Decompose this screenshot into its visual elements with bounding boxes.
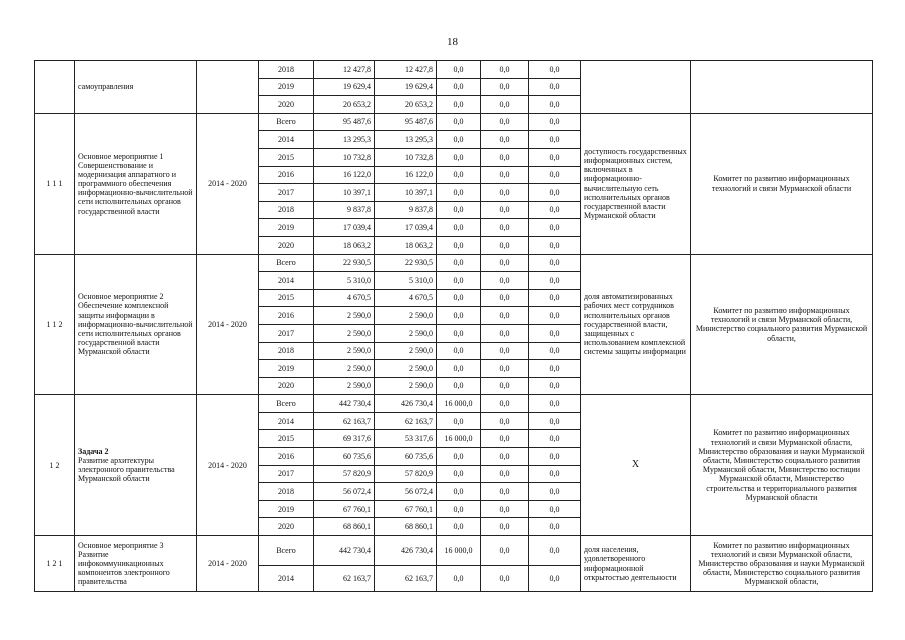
total-cell: 62 163,7 [314,566,375,592]
other-sources-cell: 0,0 [529,500,581,518]
other-sources-cell: 0,0 [529,61,581,79]
total-cell: 57 820,9 [314,465,375,483]
total-cell: 22 930,5 [314,254,375,272]
total-cell: 16 122,0 [314,166,375,184]
row-period [197,61,259,114]
federal-budget-cell: 0,0 [437,272,481,290]
total-cell: 2 590,0 [314,360,375,378]
total-cell: 20 653,2 [314,96,375,114]
local-budget-cell: 0,0 [481,566,529,592]
local-budget-cell: 0,0 [481,395,529,413]
total-cell: 2 590,0 [314,377,375,395]
total-cell: 68 860,1 [314,518,375,536]
other-sources-cell: 0,0 [529,360,581,378]
local-budget-cell: 0,0 [481,412,529,430]
row-title-text: Основное мероприятие 2 Обеспечение комплексной защиты информации в информационно-вычислительной сети исполнительных органов государственной власти Мурманской области [78,292,193,357]
regional-budget-cell: 426 730,4 [375,536,437,566]
row-indicator: доля автоматизированных рабочих мест сотрудников исполнительных органов государственной власти, защищенных с использованием комплексной системы защиты информации [581,254,691,395]
total-cell: 67 760,1 [314,500,375,518]
local-budget-cell: 0,0 [481,272,529,290]
other-sources-cell: 0,0 [529,307,581,325]
regional-budget-cell: 426 730,4 [375,395,437,413]
regional-budget-cell: 2 590,0 [375,307,437,325]
row-code: 1 1 2 [35,254,75,395]
federal-budget-cell: 0,0 [437,307,481,325]
table-row [35,113,873,131]
page-number: 18 [447,36,458,48]
regional-budget-cell: 2 590,0 [375,377,437,395]
other-sources-cell: 0,0 [529,113,581,131]
row-responsible [691,61,873,114]
year-cell: 2016 [259,448,314,466]
budget-table-body [35,61,873,592]
federal-budget-cell: 16 000,0 [437,395,481,413]
other-sources-cell: 0,0 [529,219,581,237]
regional-budget-cell: 95 487,6 [375,113,437,131]
federal-budget-cell: 16 000,0 [437,430,481,448]
local-budget-cell: 0,0 [481,184,529,202]
row-title-bold: Задача 2 [78,446,109,456]
other-sources-cell: 0,0 [529,324,581,342]
row-responsible: Комитет по развитию информационных технологий и связи Мурманской области [691,113,873,254]
regional-budget-cell: 62 163,7 [375,566,437,592]
total-cell: 56 072,4 [314,483,375,501]
table-row [35,536,873,566]
other-sources-cell: 0,0 [529,272,581,290]
row-responsible: Комитет по развитию информационных технологий и связи Мурманской области, Министерство образования и науки Мурманской области, Министерство социального развития Мурманской области, [691,536,873,592]
federal-budget-cell: 0,0 [437,289,481,307]
row-indicator: X [581,395,691,536]
federal-budget-cell: 0,0 [437,448,481,466]
total-cell: 12 427,8 [314,61,375,79]
row-title [75,536,197,592]
regional-budget-cell: 53 317,6 [375,430,437,448]
row-code [35,61,75,114]
federal-budget-cell: 0,0 [437,96,481,114]
year-cell: Всего [259,254,314,272]
regional-budget-cell: 4 670,5 [375,289,437,307]
year-cell: 2015 [259,289,314,307]
local-budget-cell: 0,0 [481,201,529,219]
other-sources-cell: 0,0 [529,201,581,219]
federal-budget-cell: 0,0 [437,254,481,272]
table-row [35,395,873,413]
row-title-text: самоуправления [78,82,134,92]
federal-budget-cell: 0,0 [437,148,481,166]
total-cell: 2 590,0 [314,307,375,325]
other-sources-cell: 0,0 [529,465,581,483]
local-budget-cell: 0,0 [481,500,529,518]
row-code: 1 1 1 [35,113,75,254]
regional-budget-cell: 57 820,9 [375,465,437,483]
row-code: 1 2 1 [35,536,75,592]
total-cell: 62 163,7 [314,412,375,430]
total-cell: 9 837,8 [314,201,375,219]
regional-budget-cell: 19 629,4 [375,78,437,96]
local-budget-cell: 0,0 [481,465,529,483]
year-cell: 2014 [259,272,314,290]
federal-budget-cell: 16 000,0 [437,536,481,566]
row-period: 2014 - 2020 [197,536,259,592]
regional-budget-cell: 68 860,1 [375,518,437,536]
row-title [75,395,197,536]
regional-budget-cell: 56 072,4 [375,483,437,501]
row-title-text: Основное мероприятие 1 Совершенствование и модернизация аппаратного и программного обеспечения информационно-вычислительной сети исполнительных органов государственной власти [78,151,193,216]
total-cell: 13 295,3 [314,131,375,149]
federal-budget-cell: 0,0 [437,465,481,483]
regional-budget-cell: 67 760,1 [375,500,437,518]
year-cell: 2020 [259,96,314,114]
local-budget-cell: 0,0 [481,236,529,254]
row-indicator: доля населения, удовлетворенного информационной открытостью деятельности [581,536,691,592]
year-cell: 2018 [259,61,314,79]
year-cell: 2018 [259,483,314,501]
other-sources-cell: 0,0 [529,448,581,466]
regional-budget-cell: 12 427,8 [375,61,437,79]
total-cell: 10 397,1 [314,184,375,202]
year-cell: 2019 [259,78,314,96]
total-cell: 69 317,6 [314,430,375,448]
year-cell: 2016 [259,307,314,325]
year-cell: 2019 [259,219,314,237]
year-cell: 2017 [259,465,314,483]
total-cell: 95 487,6 [314,113,375,131]
other-sources-cell: 0,0 [529,289,581,307]
local-budget-cell: 0,0 [481,483,529,501]
year-cell: Всего [259,395,314,413]
total-cell: 442 730,4 [314,536,375,566]
regional-budget-cell: 22 930,5 [375,254,437,272]
local-budget-cell: 0,0 [481,430,529,448]
federal-budget-cell: 0,0 [437,219,481,237]
other-sources-cell: 0,0 [529,236,581,254]
year-cell: 2017 [259,324,314,342]
federal-budget-cell: 0,0 [437,78,481,96]
federal-budget-cell: 0,0 [437,131,481,149]
local-budget-cell: 0,0 [481,96,529,114]
year-cell: 2019 [259,360,314,378]
row-indicator [581,61,691,114]
local-budget-cell: 0,0 [481,518,529,536]
other-sources-cell: 0,0 [529,536,581,566]
total-cell: 10 732,8 [314,148,375,166]
regional-budget-cell: 62 163,7 [375,412,437,430]
total-cell: 5 310,0 [314,272,375,290]
year-cell: 2019 [259,500,314,518]
total-cell: 18 063,2 [314,236,375,254]
federal-budget-cell: 0,0 [437,500,481,518]
local-budget-cell: 0,0 [481,78,529,96]
local-budget-cell: 0,0 [481,307,529,325]
local-budget-cell: 0,0 [481,166,529,184]
other-sources-cell: 0,0 [529,483,581,501]
other-sources-cell: 0,0 [529,342,581,360]
total-cell: 2 590,0 [314,324,375,342]
row-indicator: доступность государственных информационных систем, включенных в информационно-вычислительную сеть исполнительных органов государственной власти Мурманской области [581,113,691,254]
local-budget-cell: 0,0 [481,377,529,395]
row-period: 2014 - 2020 [197,113,259,254]
federal-budget-cell: 0,0 [437,566,481,592]
regional-budget-cell: 13 295,3 [375,131,437,149]
federal-budget-cell: 0,0 [437,518,481,536]
other-sources-cell: 0,0 [529,254,581,272]
regional-budget-cell: 18 063,2 [375,236,437,254]
regional-budget-cell: 17 039,4 [375,219,437,237]
local-budget-cell: 0,0 [481,448,529,466]
local-budget-cell: 0,0 [481,536,529,566]
year-cell: 2016 [259,166,314,184]
year-cell: 2015 [259,148,314,166]
regional-budget-cell: 20 653,2 [375,96,437,114]
federal-budget-cell: 0,0 [437,113,481,131]
other-sources-cell: 0,0 [529,395,581,413]
other-sources-cell: 0,0 [529,518,581,536]
year-cell: 2020 [259,377,314,395]
local-budget-cell: 0,0 [481,131,529,149]
federal-budget-cell: 0,0 [437,412,481,430]
year-cell: Всего [259,113,314,131]
year-cell: 2018 [259,201,314,219]
year-cell: 2020 [259,518,314,536]
local-budget-cell: 0,0 [481,289,529,307]
federal-budget-cell: 0,0 [437,342,481,360]
other-sources-cell: 0,0 [529,430,581,448]
local-budget-cell: 0,0 [481,342,529,360]
other-sources-cell: 0,0 [529,377,581,395]
local-budget-cell: 0,0 [481,324,529,342]
total-cell: 2 590,0 [314,342,375,360]
year-cell: 2014 [259,566,314,592]
regional-budget-cell: 9 837,8 [375,201,437,219]
federal-budget-cell: 0,0 [437,61,481,79]
row-responsible: Комитет по развитию информационных технологий и связи Мурманской области, Министерство социального развития Мурманской области, [691,254,873,395]
total-cell: 17 039,4 [314,219,375,237]
other-sources-cell: 0,0 [529,166,581,184]
regional-budget-cell: 10 397,1 [375,184,437,202]
federal-budget-cell: 0,0 [437,377,481,395]
year-cell: 2017 [259,184,314,202]
row-title [75,113,197,254]
federal-budget-cell: 0,0 [437,201,481,219]
other-sources-cell: 0,0 [529,566,581,592]
year-cell: 2014 [259,131,314,149]
other-sources-cell: 0,0 [529,148,581,166]
other-sources-cell: 0,0 [529,131,581,149]
year-cell: 2020 [259,236,314,254]
regional-budget-cell: 2 590,0 [375,324,437,342]
local-budget-cell: 0,0 [481,113,529,131]
row-title-text: Развитие архитектуры электронного правительства Мурманской области [78,455,175,484]
row-responsible: Комитет по развитию информационных технологий и связи Мурманской области, Министерство образования и науки Мурманской области, Министерство социального развития Мурманской области, Министерство юстиции Мурманской области, Министерство строительства и территориального развития Мурманской области [691,395,873,536]
row-period: 2014 - 2020 [197,395,259,536]
federal-budget-cell: 0,0 [437,236,481,254]
local-budget-cell: 0,0 [481,254,529,272]
row-title [75,61,197,114]
total-cell: 60 735,6 [314,448,375,466]
total-cell: 442 730,4 [314,395,375,413]
regional-budget-cell: 5 310,0 [375,272,437,290]
regional-budget-cell: 2 590,0 [375,342,437,360]
federal-budget-cell: 0,0 [437,166,481,184]
row-title-text: Основное мероприятие 3 Развитие инфокоммуникационных компонентов электронного правительства [78,540,170,587]
regional-budget-cell: 16 122,0 [375,166,437,184]
regional-budget-cell: 2 590,0 [375,360,437,378]
other-sources-cell: 0,0 [529,96,581,114]
federal-budget-cell: 0,0 [437,483,481,501]
row-period: 2014 - 2020 [197,254,259,395]
year-cell: 2014 [259,412,314,430]
total-cell: 4 670,5 [314,289,375,307]
local-budget-cell: 0,0 [481,360,529,378]
table-row [35,61,873,79]
federal-budget-cell: 0,0 [437,360,481,378]
other-sources-cell: 0,0 [529,78,581,96]
total-cell: 19 629,4 [314,78,375,96]
other-sources-cell: 0,0 [529,184,581,202]
row-title [75,254,197,395]
year-cell: 2015 [259,430,314,448]
year-cell: 2018 [259,342,314,360]
other-sources-cell: 0,0 [529,412,581,430]
federal-budget-cell: 0,0 [437,324,481,342]
regional-budget-cell: 10 732,8 [375,148,437,166]
table-row [35,254,873,272]
local-budget-cell: 0,0 [481,61,529,79]
local-budget-cell: 0,0 [481,148,529,166]
regional-budget-cell: 60 735,6 [375,448,437,466]
federal-budget-cell: 0,0 [437,184,481,202]
row-code: 1 2 [35,395,75,536]
budget-table [34,60,873,592]
local-budget-cell: 0,0 [481,219,529,237]
year-cell: Всего [259,536,314,566]
